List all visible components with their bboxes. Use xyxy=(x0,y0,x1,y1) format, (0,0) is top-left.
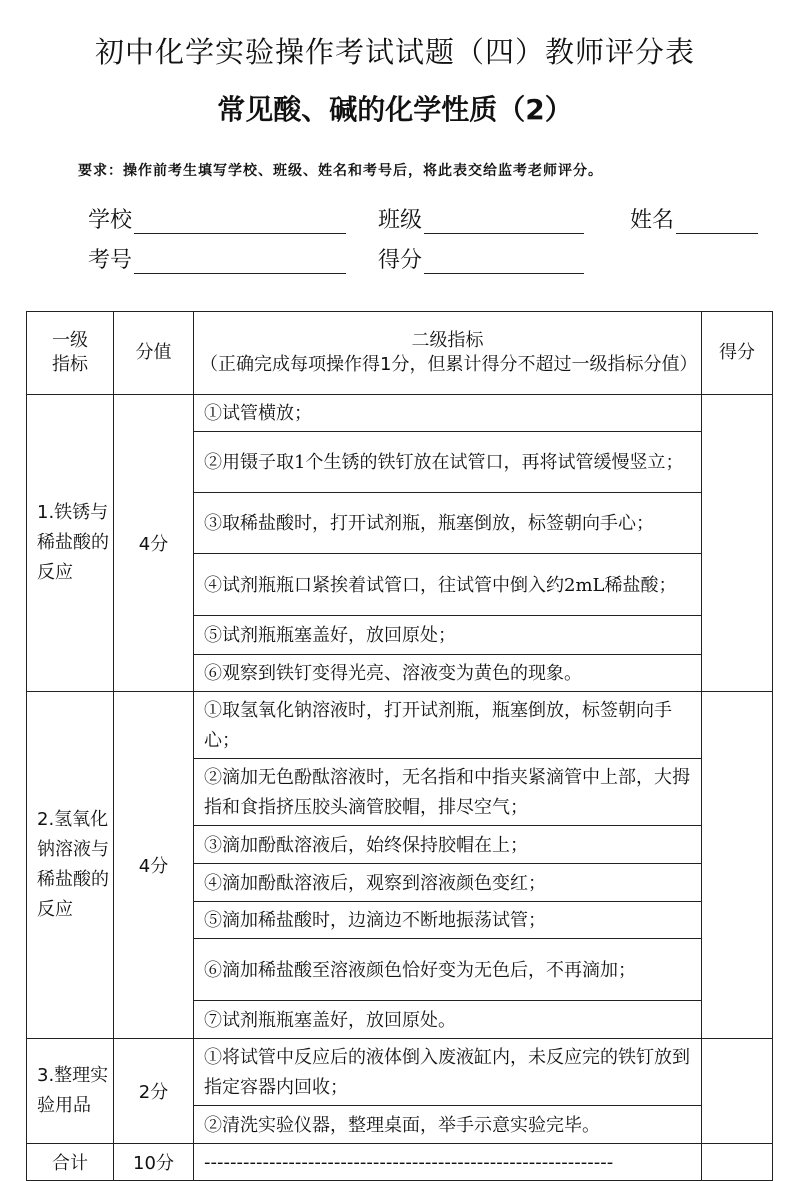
section-points: 2分 xyxy=(114,1039,194,1144)
total-label: 合计 xyxy=(27,1144,114,1181)
section-points: 4分 xyxy=(114,395,194,692)
criterion-item: ②用镊子取1个生锈的铁钉放在试管口，再将试管缓慢竖立； xyxy=(194,432,702,493)
exam-no-field[interactable] xyxy=(88,243,346,274)
section-score-cell[interactable] xyxy=(702,692,773,1039)
total-row xyxy=(27,1144,773,1181)
name-field[interactable] xyxy=(630,203,758,234)
name-label: 姓名 xyxy=(630,208,675,233)
section-name: 3.整理实验用品 xyxy=(27,1039,114,1144)
header-level2-note: （正确完成每项操作得1分，但累计得分不超过一级指标分值） xyxy=(200,354,698,375)
class-label: 班级 xyxy=(378,208,423,233)
requirement-text: 要求：操作前考生填写学校、班级、姓名和考号后，将此表交给监考老师评分。 xyxy=(78,163,603,179)
header-score: 得分 xyxy=(702,312,773,395)
class-field[interactable] xyxy=(378,203,584,234)
header-level1: 一级 指标 xyxy=(27,312,114,395)
school-label: 学校 xyxy=(88,208,133,233)
exam-no-label: 考号 xyxy=(88,248,133,273)
table-row xyxy=(27,692,773,759)
document-title: 初中化学实验操作考试试题（四）教师评分表 xyxy=(94,35,695,69)
score-blank[interactable] xyxy=(424,251,584,274)
criterion-item: ⑥观察到铁钉变得光亮、溶液变为黄色的现象。 xyxy=(194,655,702,692)
criterion-item: ⑤试剂瓶瓶塞盖好，放回原处； xyxy=(194,616,702,655)
criterion-item: ②清洗实验仪器，整理桌面，举手示意实验完毕。 xyxy=(194,1106,702,1144)
criterion-item: ②滴加无色酚酞溶液时，无名指和中指夹紧滴管中上部，大拇指和食指挤压胶头滴管胶帽，排尽空气； xyxy=(194,759,702,826)
exam-no-blank[interactable] xyxy=(134,251,346,274)
criterion-item: ⑥滴加稀盐酸至溶液颜色恰好变为无色后，不再滴加； xyxy=(194,939,702,1001)
criterion-item: ④试剂瓶瓶口紧挨着试管口，往试管中倒入约2mL稀盐酸； xyxy=(194,554,702,616)
table-row xyxy=(27,395,773,432)
header-level2 xyxy=(194,312,702,395)
criterion-item: ⑤滴加稀盐酸时，边滴边不断地振荡试管； xyxy=(194,902,702,939)
section-name: 2.氢氧化钠溶液与稀盐酸的反应 xyxy=(27,692,114,1039)
criterion-item: ④滴加酚酞溶液后，观察到溶液颜色变红； xyxy=(194,864,702,902)
total-points: 10分 xyxy=(114,1144,194,1181)
document-subtitle: 常见酸、碱的化学性质（2） xyxy=(217,93,573,126)
class-blank[interactable] xyxy=(424,211,584,234)
score-field[interactable] xyxy=(378,243,584,274)
total-score-cell[interactable] xyxy=(702,1144,773,1181)
criterion-item: ③滴加酚酞溶液后，始终保持胶帽在上； xyxy=(194,826,702,864)
scoring-table xyxy=(26,311,773,1181)
header-points: 分值 xyxy=(114,312,194,395)
school-field[interactable] xyxy=(88,203,346,234)
name-blank[interactable] xyxy=(676,211,758,234)
criterion-item: ⑦试剂瓶瓶塞盖好，放回原处。 xyxy=(194,1001,702,1039)
section-points: 4分 xyxy=(114,692,194,1039)
criterion-item: ①试管横放； xyxy=(194,395,702,432)
section-score-cell[interactable] xyxy=(702,1039,773,1144)
section-score-cell[interactable] xyxy=(702,395,773,692)
section-name: 1.铁锈与稀盐酸的反应 xyxy=(27,395,114,692)
criterion-item: ①将试管中反应后的液体倒入废液缸内，未反应完的铁钉放到指定容器内回收； xyxy=(194,1039,702,1106)
total-dashes: --------------------------------------------------------------- xyxy=(194,1144,702,1181)
table-row xyxy=(27,1039,773,1106)
criterion-item: ③取稀盐酸时，打开试剂瓶，瓶塞倒放，标签朝向手心； xyxy=(194,493,702,554)
header-level2-title: 二级指标 xyxy=(411,330,484,351)
criterion-item: ①取氢氧化钠溶液时，打开试剂瓶，瓶塞倒放，标签朝向手心； xyxy=(194,692,702,759)
school-blank[interactable] xyxy=(134,211,346,234)
score-label: 得分 xyxy=(378,248,423,273)
table-header-row xyxy=(27,312,773,395)
